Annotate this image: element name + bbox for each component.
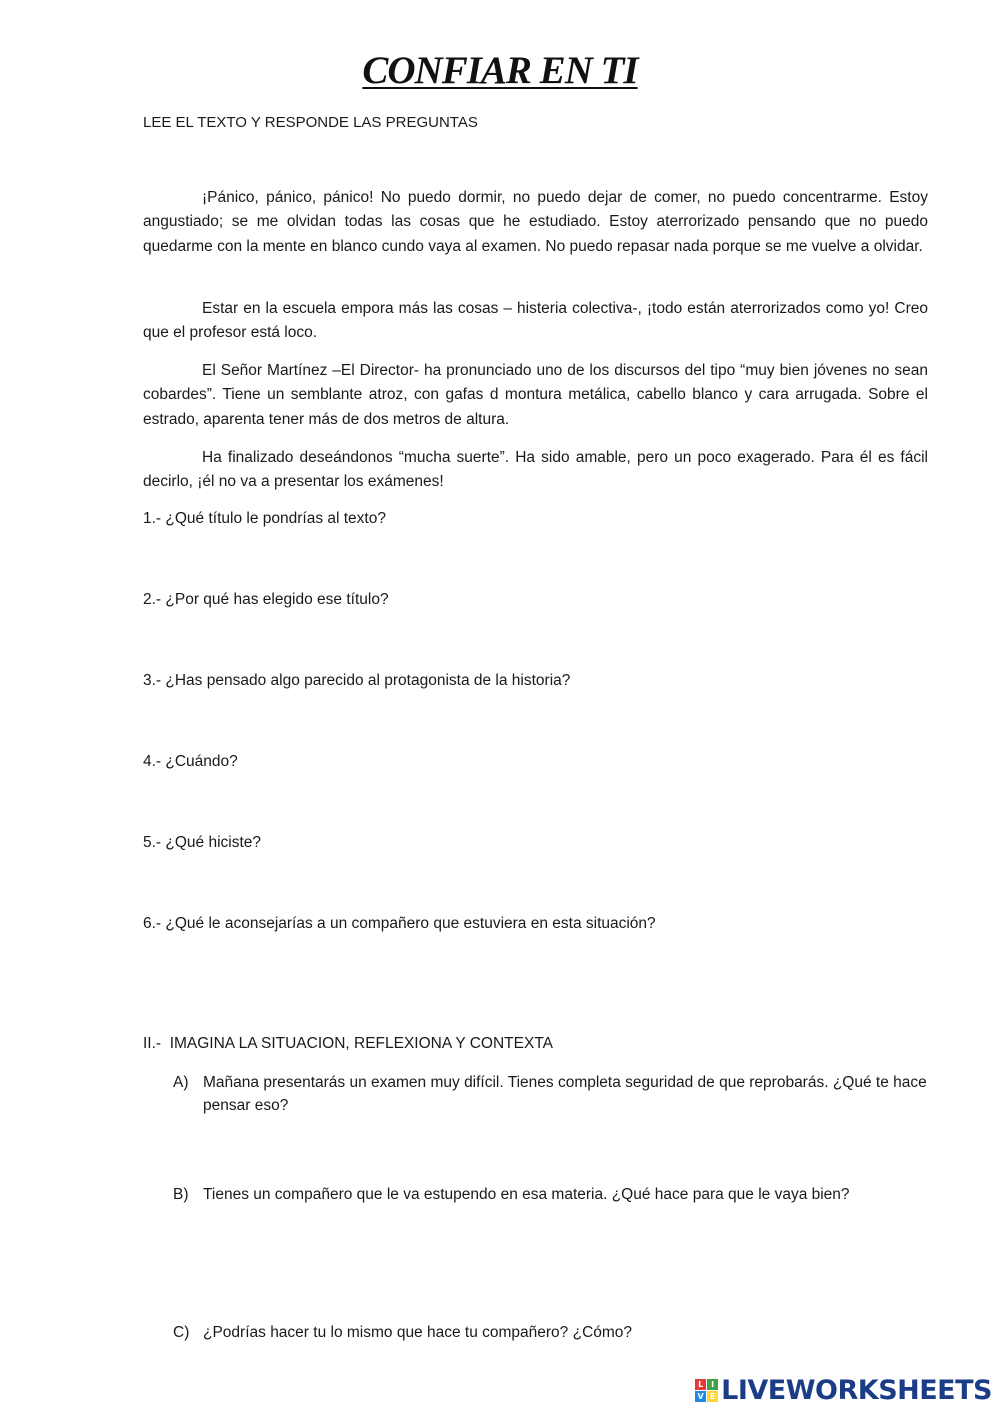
item-text: Mañana presentarás un examen muy difícil. Tienes completa seguridad de que reprobarás. ¿Qué te hace pensar eso? <box>203 1074 927 1114</box>
paragraph-3: El Señor Martínez –El Director- ha pronunciado uno de los discursos del tipo “muy bien jóvenes no sean cobardes”. Tiene un semblante atroz, con gafas d montura metálica, cabello blanco y cara arrugada. Sobre el estrado, aparenta tener más de dos metros de altura. <box>143 362 928 428</box>
paragraph-4: Ha finalizado deseándonos “mucha suerte”. Ha sido amable, pero un poco exagerado. Para él es fácil decirlo, ¡él no va a presentar los exámenes! <box>143 449 928 491</box>
question-3: 3.- ¿Has pensado algo parecido al protagonista de la historia? <box>143 672 571 689</box>
mark-square: I <box>707 1379 718 1390</box>
section-2-title: II.- IMAGINA LA SITUACION, REFLEXIONA Y CONTEXTA <box>143 1035 553 1052</box>
instruction-text: LEE EL TEXTO Y RESPONDE LAS PREGUNTAS <box>143 114 478 131</box>
liveworksheets-wordmark: LIVEWORKSHEETS <box>721 1375 992 1406</box>
question-5: 5.- ¿Qué hiciste? <box>143 834 262 851</box>
paragraph-2: Estar en la escuela empora más las cosas – histeria colectiva-, ¡todo están aterrorizados como yo! Creo que el profesor está loco. <box>143 300 928 342</box>
item-letter: C) <box>173 1324 190 1341</box>
liveworksheets-logo <box>695 1375 992 1406</box>
question-1: 1.- ¿Qué título le pondrías al texto? <box>143 510 386 527</box>
paragraph-1: ¡Pánico, pánico, pánico! No puedo dormir, no puedo dejar de comer, no puedo concentrarme. Estoy angustiado; se me olvidan todas las cosas que he estudiado. Estoy aterrorizado pensando que no puedo quedarme con la mente en blanco cundo vaya al examen. No puedo repasar nada porque se me vuelve a olvidar. <box>143 189 928 255</box>
question-4: 4.- ¿Cuándo? <box>143 753 238 770</box>
question-2: 2.- ¿Por qué has elegido ese título? <box>143 591 389 608</box>
section-2-item-a <box>173 1071 928 1117</box>
liveworksheets-mark-icon <box>695 1379 718 1402</box>
section-2-item-c <box>173 1321 928 1344</box>
item-text: Tienes un compañero que le va estupendo en esa materia. ¿Qué hace para que le vaya bien? <box>203 1186 850 1203</box>
item-letter: B) <box>173 1186 189 1203</box>
section-2-item-b <box>173 1183 928 1206</box>
mark-square: V <box>695 1391 706 1402</box>
question-6: 6.- ¿Qué le aconsejarías a un compañero que estuviera en esta situación? <box>143 915 656 932</box>
mark-square: L <box>695 1379 706 1390</box>
item-text: ¿Podrías hacer tu lo mismo que hace tu compañero? ¿Cómo? <box>203 1324 633 1341</box>
page-title: CONFIAR EN TI <box>362 49 638 92</box>
item-letter: A) <box>173 1074 189 1091</box>
mark-square: E <box>707 1391 718 1402</box>
